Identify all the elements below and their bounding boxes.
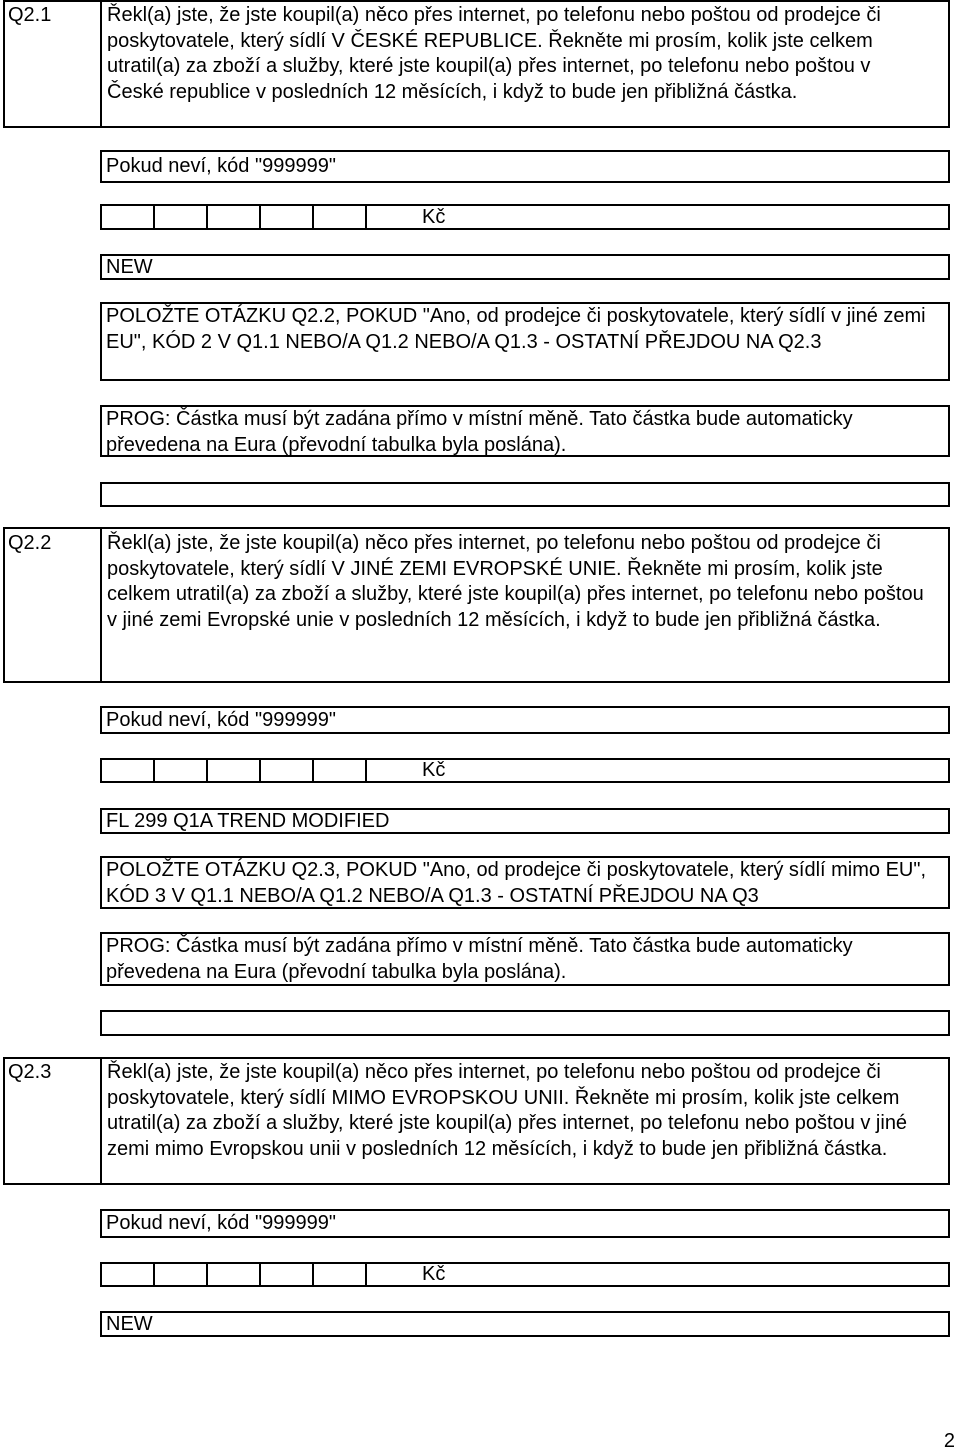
amount-entry-row bbox=[100, 204, 950, 230]
programmer-note-line: PROG: Částka musí být zadána přímo v místní měně. Tato částka bude automaticky bbox=[106, 935, 853, 957]
amount-digit-cell[interactable] bbox=[208, 1264, 261, 1285]
amount-digit-cell[interactable] bbox=[155, 206, 208, 228]
amount-digit-cell[interactable] bbox=[102, 760, 155, 781]
blank-entry-box bbox=[100, 482, 950, 507]
amount-digit-cell[interactable] bbox=[102, 1264, 155, 1285]
amount-digit-cell[interactable] bbox=[208, 760, 261, 781]
question-block bbox=[3, 527, 950, 683]
question-text bbox=[102, 2, 948, 126]
question-text-line: Řekl(a) jste, že jste koupil(a) něco přes internet, po telefonu nebo poštou od prodejce či bbox=[107, 4, 881, 26]
page-number: 2 bbox=[943, 1430, 955, 1452]
question-text-line: poskytovatele, který sídlí V JINÉ ZEMI EVROPSKÉ UNIE. Řekněte mi prosím, kolik jste bbox=[107, 557, 883, 580]
question-number: Q2.2 bbox=[5, 529, 102, 681]
amount-digit-cell[interactable] bbox=[208, 206, 261, 228]
dont-know-instruction: Pokud neví, kód "999999" bbox=[100, 706, 950, 734]
amount-digit-cell[interactable] bbox=[102, 206, 155, 228]
programmer-note bbox=[100, 405, 950, 457]
question-text-line: poskytovatele, který sídlí V ČESKÉ REPUBLICE. Řekněte mi prosím, kolik jste celkem bbox=[107, 29, 873, 52]
programmer-note bbox=[100, 932, 950, 986]
question-text-line: České republice v posledních 12 měsících, i když to bude jen přibližná částka. bbox=[107, 80, 798, 103]
question-tag: FL 299 Q1A TREND MODIFIED bbox=[100, 808, 950, 834]
amount-digit-cell[interactable] bbox=[367, 1264, 420, 1285]
amount-digit-cell[interactable] bbox=[155, 1264, 208, 1285]
currency-label: Kč bbox=[422, 759, 446, 781]
currency-label: Kč bbox=[422, 1263, 446, 1285]
amount-entry-row bbox=[100, 1262, 950, 1287]
blank-entry-box bbox=[100, 1010, 950, 1036]
question-block bbox=[3, 0, 950, 128]
amount-digit-cell[interactable] bbox=[155, 760, 208, 781]
amount-digit-cell[interactable] bbox=[367, 206, 420, 228]
routing-instruction-line: POLOŽTE OTÁZKU Q2.2, POKUD "Ano, od prodejce či poskytovatele, který sídlí v jiné zemi bbox=[106, 305, 926, 327]
routing-instruction bbox=[100, 302, 950, 381]
amount-digit-cell[interactable] bbox=[261, 1264, 314, 1285]
question-text-line: Řekl(a) jste, že jste koupil(a) něco přes internet, po telefonu nebo poštou od prodejce či bbox=[107, 1061, 881, 1083]
question-text-line: v jiné zemi Evropské unie v posledních 12 měsících, i když to bude jen přibližná částka. bbox=[107, 608, 881, 631]
question-text-line: utratil(a) za zboží a služby, které jste koupil(a) přes internet, po telefonu nebo poštou v jiné bbox=[107, 1112, 908, 1134]
question-text bbox=[102, 529, 948, 681]
dont-know-instruction: Pokud neví, kód "999999" bbox=[100, 150, 950, 183]
question-text-line: poskytovatele, který sídlí MIMO EVROPSKOU UNII. Řekněte mi prosím, kolik jste celkem bbox=[107, 1086, 900, 1109]
amount-entry-row bbox=[100, 758, 950, 783]
question-tag: NEW bbox=[100, 1311, 950, 1337]
question-number: Q2.3 bbox=[5, 1059, 102, 1183]
amount-digit-cell[interactable] bbox=[367, 760, 420, 781]
programmer-note-line: převedena na Eura (převodní tabulka byla poslána). bbox=[106, 960, 567, 983]
amount-digit-cell[interactable] bbox=[314, 760, 367, 781]
routing-instruction-line: KÓD 3 V Q1.1 NEBO/A Q1.2 NEBO/A Q1.3 - OSTATNÍ PŘEJDOU NA Q3 bbox=[106, 884, 759, 907]
question-text bbox=[102, 1059, 948, 1183]
question-text-line: zemi mimo Evropskou unii v posledních 12 měsících, i když to bude jen přibližná částka. bbox=[107, 1137, 888, 1160]
question-block bbox=[3, 1057, 950, 1185]
programmer-note-line: převedena na Eura (převodní tabulka byla poslána). bbox=[106, 433, 567, 456]
routing-instruction-line: EU", KÓD 2 V Q1.1 NEBO/A Q1.2 NEBO/A Q1.3 - OSTATNÍ PŘEJDOU NA Q2.3 bbox=[106, 330, 822, 353]
amount-digit-cell[interactable] bbox=[314, 206, 367, 228]
amount-digit-cell[interactable] bbox=[261, 206, 314, 228]
dont-know-instruction: Pokud neví, kód "999999" bbox=[100, 1209, 950, 1238]
programmer-note-line: PROG: Částka musí být zadána přímo v místní měně. Tato částka bude automaticky bbox=[106, 408, 853, 430]
question-number: Q2.1 bbox=[5, 2, 102, 126]
amount-digit-cell[interactable] bbox=[314, 1264, 367, 1285]
question-text-line: utratil(a) za zboží a služby, které jste koupil(a) přes internet, po telefonu nebo poštou v bbox=[107, 55, 871, 77]
routing-instruction-line: POLOŽTE OTÁZKU Q2.3, POKUD "Ano, od prodejce či poskytovatele, který sídlí mimo EU", bbox=[106, 859, 927, 881]
question-tag: NEW bbox=[100, 254, 950, 280]
routing-instruction bbox=[100, 856, 950, 909]
amount-digit-cell[interactable] bbox=[261, 760, 314, 781]
question-text-line: celkem utratil(a) za zboží a služby, které jste koupil(a) přes internet, po telefonu nebo poštou bbox=[107, 583, 924, 605]
currency-label: Kč bbox=[422, 206, 446, 228]
question-text-line: Řekl(a) jste, že jste koupil(a) něco přes internet, po telefonu nebo poštou od prodejce či bbox=[107, 532, 881, 554]
